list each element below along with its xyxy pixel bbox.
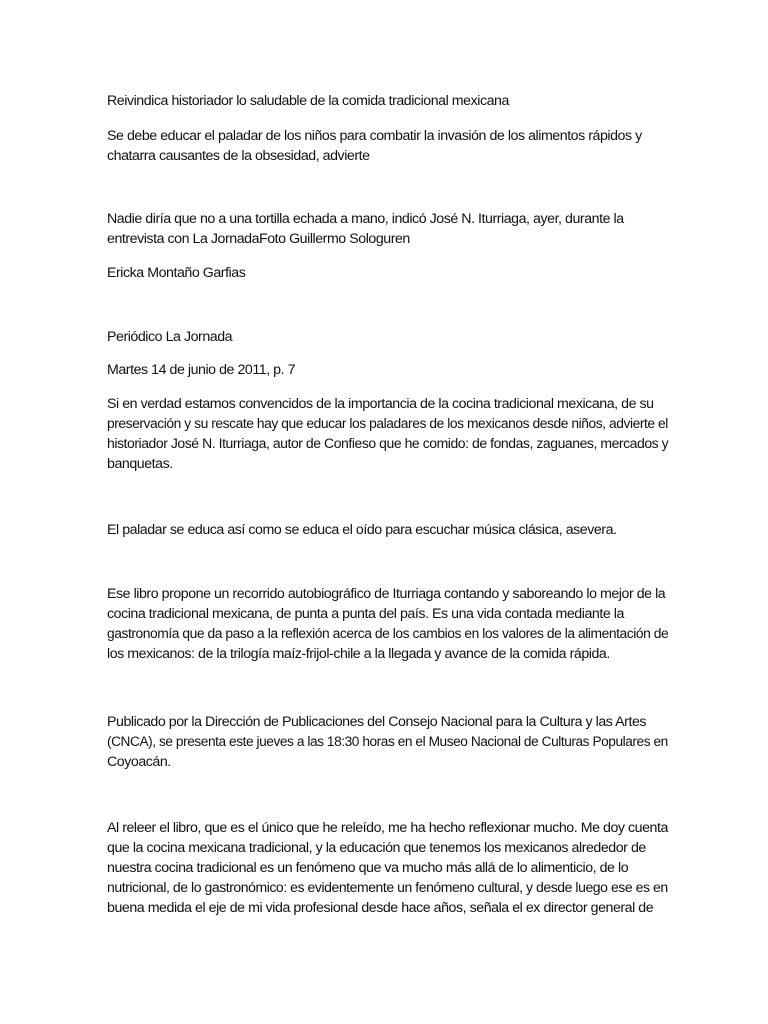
paragraph-line: (CNCA), se presenta este jueves a las 18:30 horas en el Museo Nacional de Culturas Populares en (107, 734, 668, 750)
paragraph-line: gastronomía que da paso a la reflexión acerca de los cambios en los valores de la alimentación de (107, 626, 669, 642)
paragraph-line: Coyoacán. (107, 754, 171, 770)
photo-caption-line: Nadie diría que no a una tortilla echada a mano, indicó José N. Iturriaga, ayer, durante la (107, 211, 624, 227)
paragraph-line: nuestra cocina tradicional es un fenómeno que va mucho más allá de lo alimenticio, de lo (107, 860, 629, 876)
subtitle-line: Se debe educar el paladar de los niños para combatir la invasión de los alimentos rápidos y (107, 128, 642, 144)
paragraph-line: buena medida el eje de mi vida profesional desde hace años, señala el ex director general de (107, 900, 654, 916)
paragraph-line: banquetas. (107, 456, 173, 472)
photo-caption-line: entrevista con La JornadaFoto Guillermo Sologuren (107, 231, 410, 247)
paragraph-line: Ese libro propone un recorrido autobiográfico de Iturriaga contando y saboreando lo mejor de la (107, 586, 666, 602)
paragraph-line: Al releer el libro, que es el único que he releído, me ha hecho reflexionar mucho. Me doy cuenta (107, 820, 668, 836)
paragraph-line: nutricional, de lo gastronómico: es evidentemente un fenómeno cultural, y desde luego ese es en (107, 880, 668, 896)
paragraph-line: Publicado por la Dirección de Publicaciones del Consejo Nacional para la Cultura y las Artes (107, 714, 647, 730)
paragraph-line: que la cocina mexicana tradicional, y la educación que tenemos los mexicanos alrededor de (107, 840, 646, 856)
paragraph-line: historiador José N. Iturriaga, autor de Confieso que he comido: de fondas, zaguanes, mercados y (107, 436, 669, 452)
paragraph-line: El paladar se educa así como se educa el oído para escuchar música clásica, asevera. (107, 522, 617, 538)
author-name: Ericka Montaño Garfias (107, 265, 246, 281)
article-title: Reivindica historiador lo saludable de la comida tradicional mexicana (107, 93, 509, 109)
publication-name: Periódico La Jornada (107, 329, 233, 345)
paragraph-line: Si en verdad estamos convencidos de la importancia de la cocina tradicional mexicana, de su (107, 396, 654, 412)
paragraph-line: preservación y su rescate hay que educar los paladares de los mexicanos desde niños, advierte el (107, 416, 668, 432)
subtitle-line: chatarra causantes de la obsesidad, advierte (107, 148, 370, 164)
publication-date: Martes 14 de junio de 2011, p. 7 (107, 362, 296, 378)
paragraph-line: cocina tradicional mexicana, de punta a punta del país. Es una vida contada mediante la (107, 606, 624, 622)
paragraph-line: los mexicanos: de la trilogía maíz-frijol-chile a la llegada y avance de la comida rápida. (107, 646, 610, 662)
